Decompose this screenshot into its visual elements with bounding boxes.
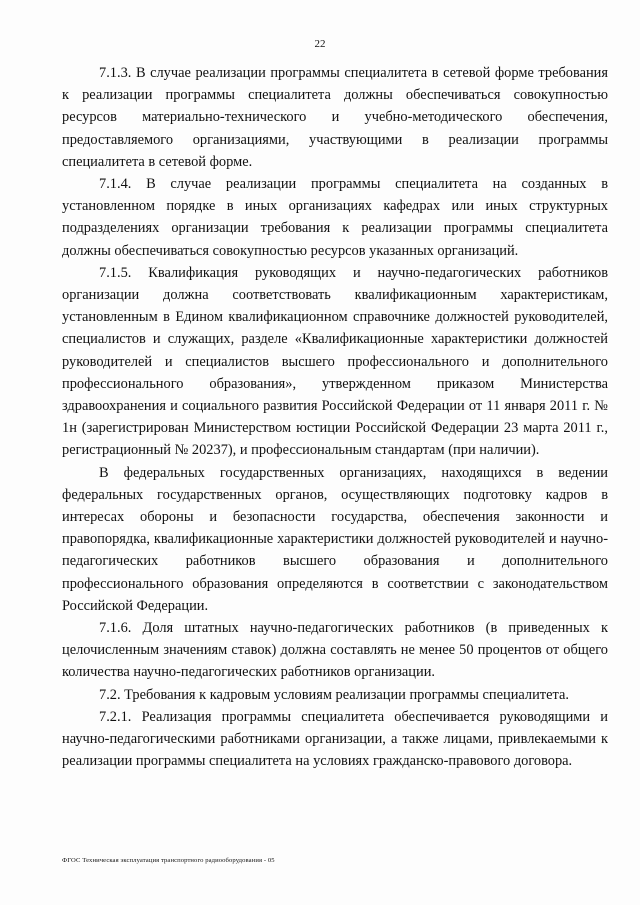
paragraph-7-2-1: 7.2.1. Реализация программы специалитета обеспечивается руководящими и научно-педагогическими работниками организации, а также лицами, привлекаемыми к реализации программы специалитета на условиях гражданско-правового договора.	[62, 708, 608, 770]
paragraph-7-1-3: 7.1.3. В случае реализации программы специалитета в сетевой форме требования к реализации программы специалитета должны обеспечиваться совокупностью ресурсов материально-технического и учебно-методического обеспечения, предоставляемого организациями, участвующими в реализации программы специалитета в сетевой форме.	[62, 65, 608, 170]
page-number: 22	[314, 38, 326, 50]
document-body	[62, 62, 608, 773]
paragraph-federal-organizations: В федеральных государственных организациях, находящихся в ведении федеральных государственных органов, осуществляющих подготовку кадров в интересах обороны и безопасности государства, обеспечения законности и правопорядка, квалификационные характеристики должностей руководителей и научно-педагогических работников высшего образования и дополнительного профессионального образования определяются в соответствии с законодательством Российской Федерации.	[62, 464, 608, 614]
paragraph-7-1-5: 7.1.5. Квалификация руководящих и научно-педагогических работников организации должна соответствовать квалификационным характеристикам, установленным в Едином квалификационном справочнике должностей руководителей, специалистов и служащих, разделе «Квалификационные характеристики должностей руководителей и специалистов высшего профессионального и дополнительного профессионального образования», утвержденном приказом Министерства здравоохранения и социального развития Российской Федерации от 11 января 2011 г. № 1н (зарегистрирован Министерством юстиции Российской Федерации 23 марта 2011 г., регистрационный № 20237), и профессиональным стандартам (при наличии).	[62, 264, 608, 459]
page-footer: ФГОС Техническая эксплуатация транспортного радиооборудования - 05	[62, 857, 275, 864]
paragraph-7-1-4: 7.1.4. В случае реализации программы специалитета на созданных в установленном порядке в иных организациях кафедрах или иных структурных подразделениях организации требования к реализации программы специалитета должны обеспечиваться совокупностью ресурсов указанных организаций.	[62, 176, 608, 259]
paragraph-7-1-6: 7.1.6. Доля штатных научно-педагогических работников (в приведенных к целочисленным значениям ставок) должна составлять не менее 50 процентов от общего количества научно-педагогических работников организации.	[62, 620, 608, 681]
paragraph-7-2: 7.2. Требования к кадровым условиям реализации программы специалитета.	[99, 686, 569, 703]
